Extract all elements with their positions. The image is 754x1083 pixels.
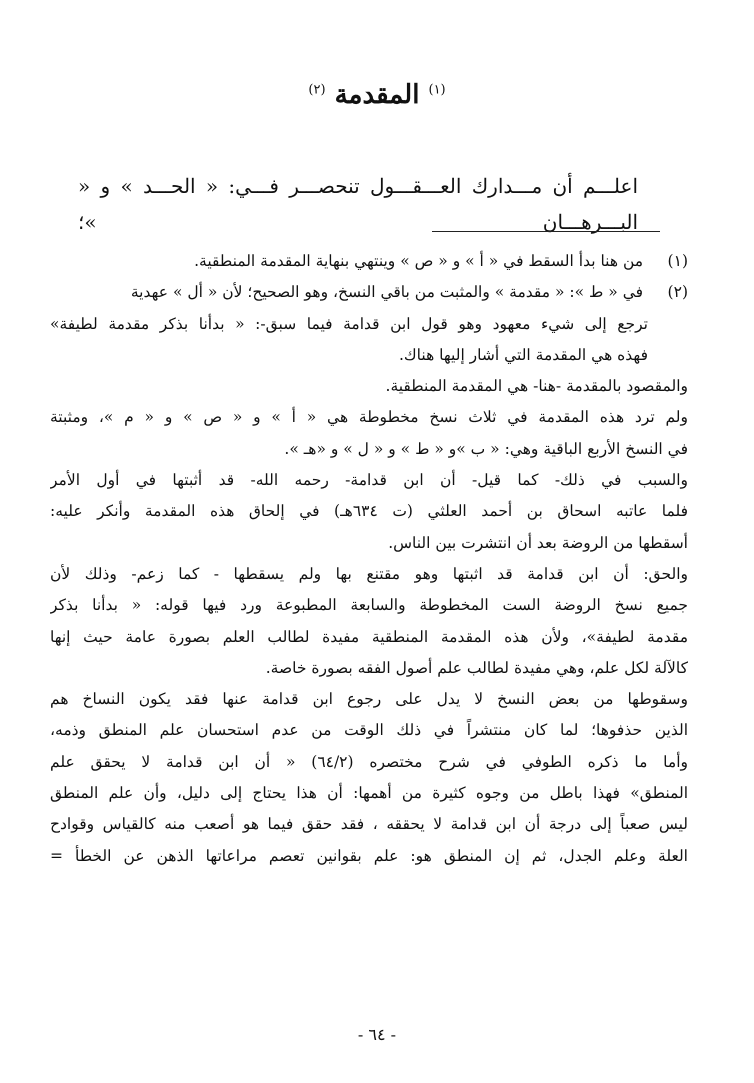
text-line: وسقوطها من بعض النسخ لا يدل على رجوع ابن قدامة عنها فقد يكون النساخ هم <box>50 690 688 709</box>
page-number: - ٦٤ - <box>357 1025 397 1044</box>
text-line: أسقطها من الروضة بعد أن انتشرت بين الناس. <box>388 533 688 552</box>
footnote-2 <box>50 277 688 308</box>
text-line: ليس صعباً إلى درجة أن ابن قدامة لا يحققه ، فقد حقق فيما هو أصعب منه كالقياس وقوادح <box>50 815 688 834</box>
text-line: كالآلة لكل علم، وهي مفيدة لطالب علم أصول الفقه بصورة خاصة. <box>265 658 688 677</box>
footnote-text-1: من هنا بدأ السقط في « أ » و « ص » وينتهي بنهاية المقدمة المنطقية. <box>194 252 644 270</box>
text-line: الذين حذفوها؛ لما كان منتشراً في ذلك الوقت من عدم استحسان علم المنطق وذمه، <box>50 721 688 740</box>
text-line: فهذه هي المقدمة التي أشار إليها هناك. <box>398 345 648 364</box>
text-line: والسبب في ذلك- كما قيل- أن ابن قدامة- رحمه الله- قد أثبتها في أول الأمر <box>50 471 688 490</box>
page-title <box>0 80 754 110</box>
text-line: والحق: أن ابن قدامة قد اثبتها وهو مقتنع بها ولم يسقطها - كما زعم- وذلك لأن <box>50 564 688 583</box>
title-text: المقدمة <box>334 80 420 110</box>
text-line: ولم ترد هذه المقدمة في ثلاث نسخ مخطوطة هي « أ » و « ص » و « م »، ومثبتة <box>50 408 688 427</box>
footnote-text-2: في « ط »: « مقدمة » والمثبت من باقي النسخ، وهو الصحيح؛ لأن « أل » عهدية <box>130 283 644 302</box>
footnotes <box>50 246 688 872</box>
text-line: ترجع إلى شيء معهود وهو قول ابن قدامة فيما سبق-: « بدأنا بذكر مقدمة لطيفة» <box>50 314 648 333</box>
text-line: مقدمة لطيفة»، ولأن هذه المقدمة المنطقية مفيدة لطالب العلم بصورة عامة حيث إنها <box>50 627 688 646</box>
text-line: المنطق» فهذا باطل من وجوه كثيرة من أهمها: أن هذا يحتاج إلى دليل، وأن علم المنطق <box>50 784 688 803</box>
text-line: جميع نسخ الروضة الست المخطوطة والسابعة المطبوعة ورد فيها قوله: « بدأنا بذكر <box>50 596 688 615</box>
footnote-label-2: (٢) <box>667 283 688 302</box>
intro-paragraph: اعلـــم أن مـــدارك العـــقـــول تنحصـــر فـــي: « الحـــد » و « البـــرهـــان »؛ <box>78 174 638 234</box>
footnote-ref-2: (٢) <box>308 82 326 98</box>
text-line: العلة وعلم الجدل، ثم إن المنطق هو: علم بقوانين تعصم مراعاتها الذهن عن الخطأ = <box>50 846 688 865</box>
text-line: في النسخ الأربع الباقية وهي: « ب »و « ط » و « ل » و «هـ ». <box>284 439 688 458</box>
footnote-ref-1: (١) <box>428 82 446 98</box>
text-line: وأما ما ذكره الطوفي في شرح مختصره (٦٤/٢) « أن ابن قدامة لا يحقق علم <box>50 752 688 771</box>
text-line: فلما عاتبه اسحاق بن أحمد العلثي (ت ٦٣٤هـ) في إلحاق هذه المقدمة وأنكر عليه: <box>50 502 688 521</box>
footnote-divider <box>432 231 660 232</box>
footnote-label-1: (١) <box>667 252 688 270</box>
text-line: والمقصود بالمقدمة -هنا- هي المقدمة المنطقية. <box>385 377 688 396</box>
footnote-1 <box>50 246 688 277</box>
